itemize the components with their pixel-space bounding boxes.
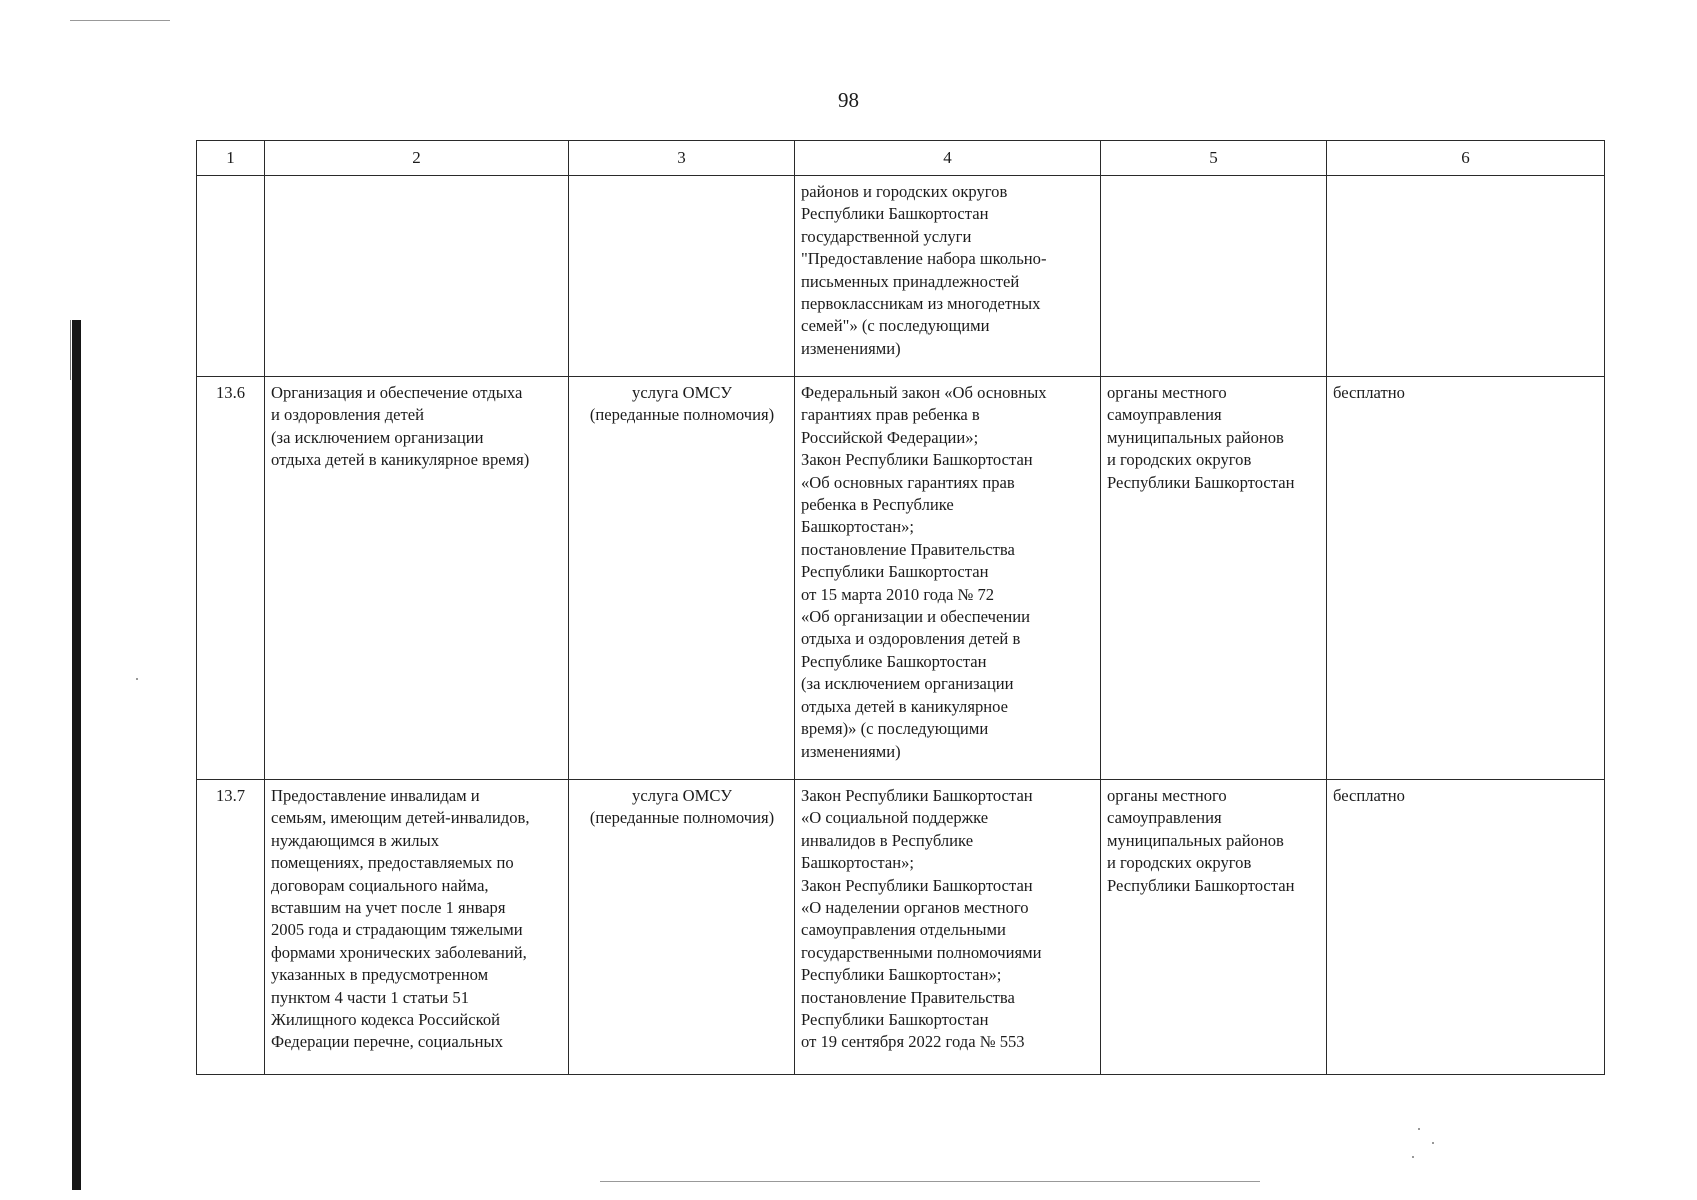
column-header-3: 3 [569, 141, 795, 176]
cell-legal-basis-text: районов и городских округов Республики Башкортостан государственной услуги "Предоставление набора школьно- письменных принадлежностей первоклассникам из многодетных семей"» (с последующими изменениями) [801, 182, 1047, 358]
table-row-13-6 [197, 377, 1605, 780]
scan-artifact-dot [1418, 1128, 1420, 1130]
scan-artifact-dot [1412, 1156, 1414, 1158]
cell-provider-text: органы местного самоуправления муниципальных районов и городских округов Республики Башкортостан [1107, 786, 1295, 895]
scan-artifact-margin-hairline [70, 320, 71, 380]
cell-number-text: 13.7 [215, 786, 246, 805]
table-header-row [197, 141, 1605, 176]
cell-service-name-text: Организация и обеспечение отдыха и оздоровления детей (за исключением организации отдыха детей в каникулярное время) [271, 383, 530, 470]
cell-legal-basis-text: Закон Республики Башкортостан «О социальной поддержке инвалидов в Республике Башкортостан»; Закон Республики Башкортостан «О наделении органов местного самоуправления отдельными государственными полномочиями Республики Башкортостан»; постановление Правительства Республики Башкортостан от 19 сентября 2022 года № 553 [801, 786, 1042, 1052]
cell-number [197, 377, 265, 780]
cell-legal-basis [795, 780, 1101, 1075]
cell-provider [1101, 176, 1327, 377]
column-header-1: 1 [197, 141, 265, 176]
cell-service-name [265, 176, 569, 377]
cell-service-type [569, 176, 795, 377]
cell-legal-basis [795, 377, 1101, 780]
table-row-13-7 [197, 780, 1605, 1075]
cell-provider [1101, 377, 1327, 780]
cell-service-name [265, 377, 569, 780]
cell-fee-text: бесплатно [1333, 383, 1405, 402]
scan-artifact-bottom-line [600, 1181, 1260, 1182]
scan-artifact-dot [136, 678, 138, 680]
cell-service-type [569, 780, 795, 1075]
cell-number [197, 780, 265, 1075]
column-header-4: 4 [795, 141, 1101, 176]
cell-number-text: 13.6 [215, 383, 246, 402]
cell-provider-text: органы местного самоуправления муниципальных районов и городских округов Республики Башкортостан [1107, 383, 1295, 492]
cell-number [197, 176, 265, 377]
cell-service-type-text: услуга ОМСУ (переданные полномочия) [589, 383, 775, 425]
scan-artifact-margin-bar [72, 320, 81, 1190]
column-header-6: 6 [1327, 141, 1605, 176]
services-table [196, 140, 1605, 1075]
cell-fee [1327, 377, 1605, 780]
cell-service-name [265, 780, 569, 1075]
column-header-2: 2 [265, 141, 569, 176]
table-row-continuation [197, 176, 1605, 377]
cell-fee-text: бесплатно [1333, 786, 1405, 805]
cell-legal-basis-text: Федеральный закон «Об основных гарантиях прав ребенка в Российской Федерации»; Закон Республики Башкортостан «Об основных гарантиях прав ребенка в Республике Башкортостан»; постановление Правительства Республики Башкортостан от 15 марта 2010 года № 72 «Об организации и обеспечении отдыха и оздоровления детей в Республике Башкортостан (за исключением организации отдыха детей в каникулярное время)» (с последующими изменениями) [801, 383, 1047, 761]
scan-artifact-dot [1432, 1142, 1434, 1144]
cell-service-name-text: Предоставление инвалидам и семьям, имеющим детей-инвалидов, нуждающимся в жилых помещениях, предоставляемых по договорам социального найма, вставшим на учет после 1 января 2005 года и страдающим тяжелыми формами хронических заболеваний, указанных в предусмотренном пунктом 4 части 1 статьи 51 Жилищного кодекса Российской Федерации перечне, социальных [271, 786, 530, 1052]
table-header [197, 141, 1605, 176]
cell-fee [1327, 176, 1605, 377]
cell-legal-basis [795, 176, 1101, 377]
cell-fee [1327, 780, 1605, 1075]
cell-provider [1101, 780, 1327, 1075]
scan-artifact-top-line [70, 20, 170, 21]
table-body [197, 176, 1605, 1075]
cell-service-type [569, 377, 795, 780]
column-header-5: 5 [1101, 141, 1327, 176]
page-number: 98 [838, 88, 859, 112]
cell-service-type-text: услуга ОМСУ (переданные полномочия) [589, 786, 775, 828]
